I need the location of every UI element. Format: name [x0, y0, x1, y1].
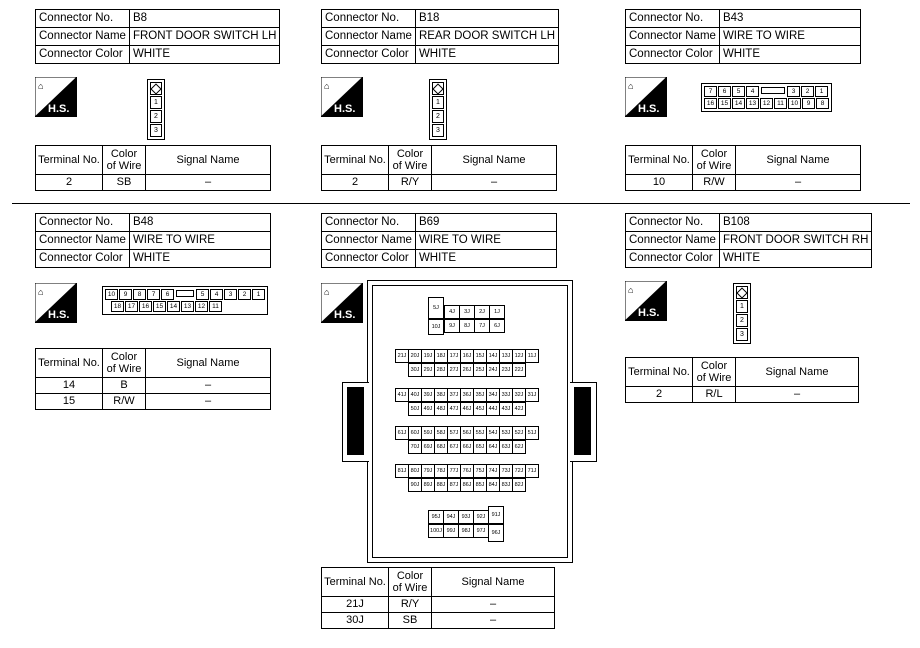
pin: 86J — [460, 478, 474, 492]
key-marker — [736, 286, 748, 299]
pin: 22J — [512, 363, 526, 377]
connector-color: WHITE — [415, 46, 558, 64]
pin: 45J — [473, 402, 487, 416]
pin: 3 — [432, 124, 444, 137]
pin: 2 — [150, 110, 162, 123]
pin: 12 — [760, 98, 773, 109]
th-color: Color of Wire — [389, 568, 432, 597]
pin: 70J — [408, 440, 422, 454]
connector-color-label: Connector Color — [626, 250, 720, 268]
pin: 16J — [460, 349, 474, 363]
pin: 36J — [460, 388, 474, 402]
connector-color: WHITE — [719, 250, 871, 268]
pin: 1J — [489, 305, 505, 319]
connector-name: WIRE TO WIRE — [129, 232, 270, 250]
table-row — [322, 597, 555, 613]
pin: 4 — [746, 86, 759, 97]
pin: 53J — [499, 426, 513, 440]
pin: 87J — [447, 478, 461, 492]
pin: 6 — [161, 289, 174, 300]
terminal-table-b108 — [625, 357, 859, 403]
pin: 47J — [447, 402, 461, 416]
section-divider — [12, 203, 910, 204]
connector-name: FRONT DOOR SWITCH LH — [129, 28, 280, 46]
pin: 13J — [499, 349, 513, 363]
pin: 18 — [111, 301, 124, 312]
pin: 40J — [408, 388, 422, 402]
pin: 13 — [181, 301, 194, 312]
pin: 41J — [395, 388, 409, 402]
pin: 31J — [525, 388, 539, 402]
connector-no-label: Connector No. — [36, 214, 130, 232]
pin: 1 — [150, 96, 162, 109]
terminal-table-b43 — [625, 145, 861, 191]
connector-name-label: Connector Name — [36, 28, 130, 46]
pin: 17 — [125, 301, 138, 312]
svg-text:⌂: ⌂ — [38, 81, 44, 91]
connector-face-b8 — [147, 79, 165, 140]
pin: 13 — [746, 98, 759, 109]
terminal-cell: 14 — [36, 378, 103, 394]
pin: 7 — [147, 289, 160, 300]
pin: 56J — [460, 426, 474, 440]
pin: 20J — [408, 349, 422, 363]
pin: 38J — [434, 388, 448, 402]
wire-cell: R/W — [693, 175, 736, 191]
table-row — [36, 175, 271, 191]
pin: 79J — [421, 464, 435, 478]
svg-text:⌂: ⌂ — [324, 81, 330, 91]
pin: 59J — [421, 426, 435, 440]
table-row — [36, 394, 271, 410]
svg-text:⌂: ⌂ — [628, 285, 634, 295]
connector-name-label: Connector Name — [322, 232, 416, 250]
pin: 39J — [421, 388, 435, 402]
connector-info-b18 — [321, 9, 559, 64]
pin: 24J — [486, 363, 500, 377]
pin: 97J — [473, 524, 489, 538]
th-signal: Signal Name — [736, 146, 861, 175]
pin: 12J — [512, 349, 526, 363]
connector-color-label: Connector Color — [322, 46, 416, 64]
pin: 1 — [815, 86, 828, 97]
connector-name-label: Connector Name — [36, 232, 130, 250]
wire-cell: R/W — [103, 394, 146, 410]
pin: 88J — [434, 478, 448, 492]
pin: 3J — [459, 305, 475, 319]
pin: 51J — [525, 426, 539, 440]
connector-name: FRONT DOOR SWITCH RH — [719, 232, 871, 250]
signal-cell: – — [146, 394, 271, 410]
table-row — [626, 387, 859, 403]
pin: 64J — [486, 440, 500, 454]
terminal-cell: 2 — [322, 175, 389, 191]
pin: 58J — [434, 426, 448, 440]
pin: 62J — [512, 440, 526, 454]
pin: 8 — [133, 289, 146, 300]
pin: 68J — [434, 440, 448, 454]
pin: 6J — [489, 319, 505, 333]
pin: 33J — [499, 388, 513, 402]
pin: 96J — [488, 524, 504, 542]
pin: 2 — [432, 110, 444, 123]
table-row — [322, 613, 555, 629]
pin: 15J — [473, 349, 487, 363]
harness-side-icon — [625, 281, 667, 321]
connector-no: B18 — [415, 10, 558, 28]
wire-cell: SB — [103, 175, 146, 191]
terminal-cell: 15 — [36, 394, 103, 410]
pin: 60J — [408, 426, 422, 440]
key-marker — [150, 82, 162, 95]
pin: 30J — [408, 363, 422, 377]
pin: 3 — [787, 86, 800, 97]
signal-cell: – — [736, 387, 859, 403]
connector-color-label: Connector Color — [36, 46, 130, 64]
pin: 27J — [447, 363, 461, 377]
pin: 7 — [704, 86, 717, 97]
key-slot — [175, 289, 195, 298]
pin: 91J — [488, 506, 504, 524]
th-color: Color of Wire — [389, 146, 432, 175]
pin: 15 — [153, 301, 166, 312]
table-row — [626, 175, 861, 191]
pin: 65J — [473, 440, 487, 454]
hs-label: H.S. — [334, 103, 356, 115]
pin: 3 — [224, 289, 237, 300]
pin: 11J — [525, 349, 539, 363]
th-color: Color of Wire — [693, 146, 736, 175]
pin: 98J — [458, 524, 474, 538]
pin: 28J — [434, 363, 448, 377]
pin: 10J — [428, 319, 444, 335]
connector-no: B108 — [719, 214, 871, 232]
signal-cell: – — [432, 613, 555, 629]
hs-label: H.S. — [638, 103, 660, 115]
harness-side-icon — [625, 77, 667, 117]
pin: 71J — [525, 464, 539, 478]
connector-info-b43 — [625, 9, 861, 64]
pin: 23J — [499, 363, 513, 377]
th-signal: Signal Name — [146, 146, 271, 175]
terminal-cell: 30J — [322, 613, 389, 629]
pin: 92J — [473, 510, 489, 524]
pin: 2J — [474, 305, 490, 319]
pin: 19J — [421, 349, 435, 363]
pin: 42J — [512, 402, 526, 416]
terminal-cell: 21J — [322, 597, 389, 613]
pin: 74J — [486, 464, 500, 478]
pin: 50J — [408, 402, 422, 416]
connector-no: B43 — [719, 10, 860, 28]
pin: 77J — [447, 464, 461, 478]
pin: 32J — [512, 388, 526, 402]
connector-color: WHITE — [415, 250, 556, 268]
pin: 11 — [209, 301, 222, 312]
pin: 61J — [395, 426, 409, 440]
pin: 81J — [395, 464, 409, 478]
pin: 14J — [486, 349, 500, 363]
pin: 84J — [486, 478, 500, 492]
pin: 89J — [421, 478, 435, 492]
connector-color-label: Connector Color — [36, 250, 130, 268]
pin: 99J — [443, 524, 459, 538]
pin: 3 — [736, 328, 748, 341]
connector-no: B8 — [129, 10, 280, 28]
th-signal: Signal Name — [736, 358, 859, 387]
connector-face-b108 — [733, 283, 751, 344]
pin: 9 — [802, 98, 815, 109]
pin-field — [342, 280, 598, 563]
terminal-table-b69 — [321, 567, 555, 629]
harness-side-icon — [321, 77, 363, 117]
pin: 2 — [736, 314, 748, 327]
pin: 85J — [473, 478, 487, 492]
pin: 80J — [408, 464, 422, 478]
pin: 16 — [139, 301, 152, 312]
connector-face-b43 — [701, 83, 832, 112]
pin: 73J — [499, 464, 513, 478]
connector-no: B69 — [415, 214, 556, 232]
connector-name-label: Connector Name — [626, 232, 720, 250]
hs-label: H.S. — [638, 307, 660, 319]
pin: 14 — [167, 301, 180, 312]
pin: 10 — [105, 289, 118, 300]
pin: 8 — [816, 98, 829, 109]
hs-label: H.S. — [334, 309, 356, 321]
connector-no-label: Connector No. — [626, 214, 720, 232]
pin: 52J — [512, 426, 526, 440]
connector-info-b8 — [35, 9, 280, 64]
connector-face-b18 — [429, 79, 447, 140]
connector-info-b69 — [321, 213, 557, 268]
pin: 9J — [444, 319, 460, 333]
th-signal: Signal Name — [146, 349, 271, 378]
connector-no-label: Connector No. — [36, 10, 130, 28]
pin: 44J — [486, 402, 500, 416]
pin: 66J — [460, 440, 474, 454]
pin: 94J — [443, 510, 459, 524]
pin: 10 — [788, 98, 801, 109]
wire-cell: SB — [389, 613, 432, 629]
hs-label: H.S. — [48, 103, 70, 115]
pin: 4J — [444, 305, 460, 319]
connector-no-label: Connector No. — [626, 10, 720, 28]
th-terminal: Terminal No. — [322, 568, 389, 597]
pin: 3 — [150, 124, 162, 137]
signal-cell: – — [146, 175, 271, 191]
pin: 5 — [732, 86, 745, 97]
pin: 67J — [447, 440, 461, 454]
connector-name: REAR DOOR SWITCH LH — [415, 28, 558, 46]
svg-text:⌂: ⌂ — [628, 81, 634, 91]
pin: 54J — [486, 426, 500, 440]
th-terminal: Terminal No. — [626, 358, 693, 387]
table-row — [322, 175, 557, 191]
signal-cell: – — [146, 378, 271, 394]
connector-name-label: Connector Name — [626, 28, 720, 46]
pin: 37J — [447, 388, 461, 402]
pin: 63J — [499, 440, 513, 454]
pin: 9 — [119, 289, 132, 300]
connector-face-b69 — [342, 280, 598, 563]
terminal-table-b48 — [35, 348, 271, 410]
pin: 8J — [459, 319, 475, 333]
pin: 15 — [718, 98, 731, 109]
wire-cell: R/L — [693, 387, 736, 403]
connector-color: WHITE — [129, 46, 280, 64]
wire-cell: R/Y — [389, 175, 432, 191]
wire-cell: B — [103, 378, 146, 394]
svg-text:⌂: ⌂ — [38, 287, 44, 297]
th-terminal: Terminal No. — [322, 146, 389, 175]
terminal-cell: 2 — [626, 387, 693, 403]
pin: 1 — [736, 300, 748, 313]
pin: 55J — [473, 426, 487, 440]
pin: 7J — [474, 319, 490, 333]
connector-color-label: Connector Color — [626, 46, 720, 64]
connector-info-b48 — [35, 213, 271, 268]
pin: 6 — [718, 86, 731, 97]
connector-color-label: Connector Color — [322, 250, 416, 268]
pin: 57J — [447, 426, 461, 440]
th-color: Color of Wire — [693, 358, 736, 387]
pin: 25J — [473, 363, 487, 377]
terminal-cell: 2 — [36, 175, 103, 191]
harness-side-icon — [35, 283, 77, 323]
svg-text:⌂: ⌂ — [324, 287, 330, 297]
table-row — [36, 378, 271, 394]
pin: 14 — [732, 98, 745, 109]
pin: 16 — [704, 98, 717, 109]
connector-color: WHITE — [129, 250, 270, 268]
pin: 69J — [421, 440, 435, 454]
th-signal: Signal Name — [432, 568, 555, 597]
th-color: Color of Wire — [103, 349, 146, 378]
pin: 100J — [428, 524, 444, 538]
pin: 82J — [512, 478, 526, 492]
pin: 46J — [460, 402, 474, 416]
pin: 49J — [421, 402, 435, 416]
th-signal: Signal Name — [432, 146, 557, 175]
pin: 26J — [460, 363, 474, 377]
pin: 78J — [434, 464, 448, 478]
pin: 48J — [434, 402, 448, 416]
pin: 2 — [238, 289, 251, 300]
pin: 35J — [473, 388, 487, 402]
connector-no-label: Connector No. — [322, 214, 416, 232]
pin: 5 — [196, 289, 209, 300]
connector-face-b48 — [102, 286, 268, 315]
terminal-table-b18 — [321, 145, 557, 191]
signal-cell: – — [432, 175, 557, 191]
connector-name-label: Connector Name — [322, 28, 416, 46]
key-slot — [760, 86, 786, 95]
pin: 1 — [252, 289, 265, 300]
pin: 43J — [499, 402, 513, 416]
pin: 72J — [512, 464, 526, 478]
harness-side-icon — [35, 77, 77, 117]
th-color: Color of Wire — [103, 146, 146, 175]
pin: 75J — [473, 464, 487, 478]
connector-no-label: Connector No. — [322, 10, 416, 28]
pin: 76J — [460, 464, 474, 478]
pin: 17J — [447, 349, 461, 363]
pin: 95J — [428, 510, 444, 524]
connector-name: WIRE TO WIRE — [719, 28, 860, 46]
th-terminal: Terminal No. — [626, 146, 693, 175]
connector-no: B48 — [129, 214, 270, 232]
pin: 4 — [210, 289, 223, 300]
pin: 21J — [395, 349, 409, 363]
connector-color: WHITE — [719, 46, 860, 64]
pin: 11 — [774, 98, 787, 109]
connector-name: WIRE TO WIRE — [415, 232, 556, 250]
terminal-table-b8 — [35, 145, 271, 191]
th-terminal: Terminal No. — [36, 349, 103, 378]
pin: 29J — [421, 363, 435, 377]
pin: 93J — [458, 510, 474, 524]
signal-cell: – — [432, 597, 555, 613]
pin: 83J — [499, 478, 513, 492]
connector-info-b108 — [625, 213, 872, 268]
pin: 18J — [434, 349, 448, 363]
key-marker — [432, 82, 444, 95]
pin: 2 — [801, 86, 814, 97]
signal-cell: – — [736, 175, 861, 191]
pin: 90J — [408, 478, 422, 492]
wire-cell: R/Y — [389, 597, 432, 613]
hs-label: H.S. — [48, 309, 70, 321]
terminal-cell: 10 — [626, 175, 693, 191]
th-terminal: Terminal No. — [36, 146, 103, 175]
pin: 34J — [486, 388, 500, 402]
pin: 1 — [432, 96, 444, 109]
pin: 5J — [428, 297, 444, 319]
pin: 12 — [195, 301, 208, 312]
